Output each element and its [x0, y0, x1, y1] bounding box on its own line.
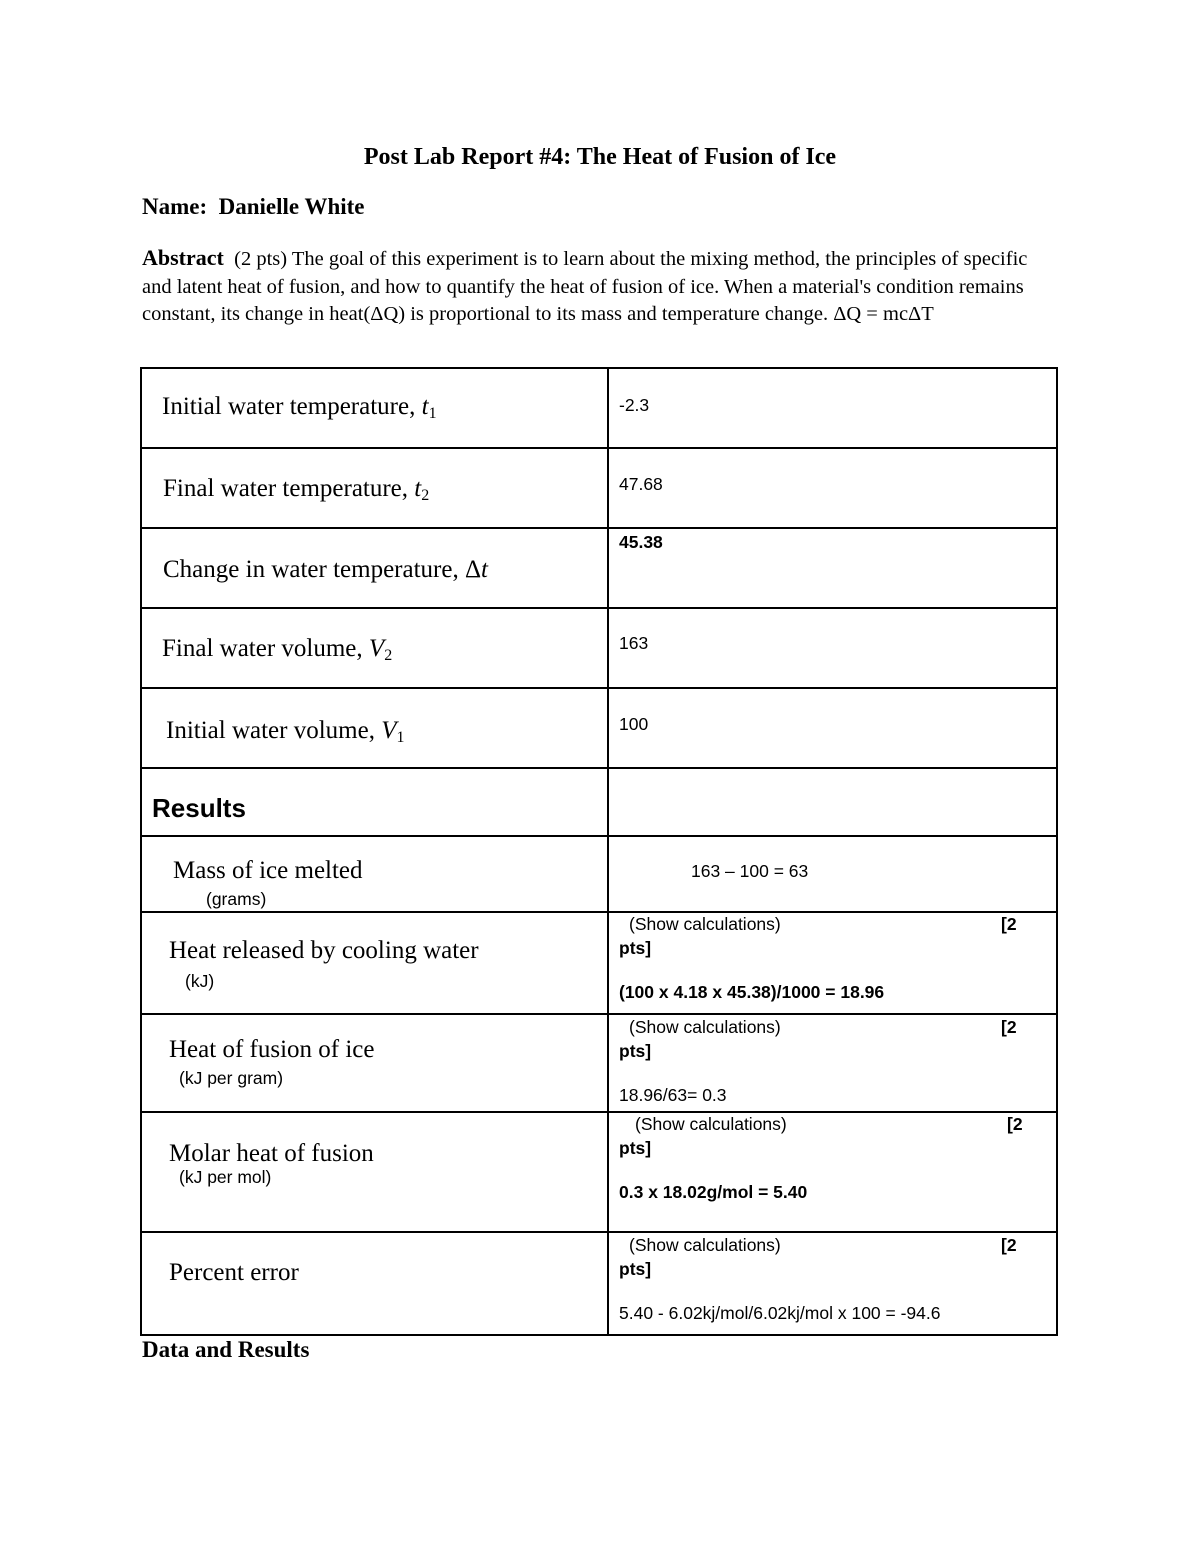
- points-note: pts]: [619, 938, 652, 958]
- student-name-line: [142, 194, 365, 220]
- label-cell: [141, 368, 608, 448]
- molar-heat-unit: (kJ per mol): [179, 1167, 272, 1187]
- show-calculations-note: (Show calculations): [635, 1114, 787, 1134]
- table-row: [141, 1232, 1057, 1335]
- table-row: [141, 768, 1057, 836]
- molar-heat-label: Molar heat of fusion: [169, 1140, 374, 1167]
- value-cell: [608, 368, 1057, 448]
- value-cell: [608, 836, 1057, 912]
- table-row: [141, 688, 1057, 768]
- final-volume-value: 163: [619, 633, 649, 653]
- value-cell: [608, 768, 1057, 836]
- heat-released-unit: (kJ): [185, 971, 215, 991]
- table-row: [141, 608, 1057, 688]
- value-cell: [608, 912, 1057, 1014]
- label-cell: [141, 528, 608, 608]
- molar-heat-value: 0.3 x 18.02g/mol = 5.40: [619, 1182, 808, 1202]
- initial-temp-label: Initial water temperature, $t_1$: [162, 393, 437, 422]
- value-cell: [608, 448, 1057, 528]
- table-row: [141, 368, 1057, 448]
- abstract-section: [142, 244, 1062, 329]
- abstract-text: (2 pts) The goal of this experiment is to learn about the mixing method, the principles of specific and latent heat of fusion, and how to quantify the heat of fusion of ice. When a material's condition remains constant, its change in heat(ΔQ) is proportional to its mass and temperature change. ΔQ = mcΔT: [142, 248, 1028, 325]
- table-row: [141, 912, 1057, 1014]
- percent-error-label: Percent error: [169, 1259, 299, 1286]
- initial-temp-value: -2.3: [619, 395, 650, 415]
- label-cell: [141, 1112, 608, 1232]
- table-row: [141, 836, 1057, 912]
- student-name: Danielle White: [218, 194, 365, 219]
- points-note: [2: [1001, 1017, 1017, 1037]
- label-cell: [141, 688, 608, 768]
- results-heading: Results: [152, 793, 246, 823]
- table-row: [141, 528, 1057, 608]
- initial-volume-value: 100: [619, 714, 649, 734]
- page-title: Post Lab Report #4: The Heat of Fusion of Ice: [363, 144, 837, 170]
- points-note: [2: [1001, 914, 1017, 934]
- change-temp-label: Change in water temperature, Δt: [163, 556, 488, 583]
- mass-ice-value: 163 – 100 = 63: [691, 861, 809, 881]
- points-note: [2: [1007, 1114, 1023, 1134]
- table-row: [141, 1112, 1057, 1232]
- heat-fusion-label: Heat of fusion of ice: [169, 1036, 375, 1063]
- abstract-heading: Abstract: [142, 245, 224, 270]
- value-cell: [608, 688, 1057, 768]
- percent-error-value: 5.40 - 6.02kj/mol/6.02kj/mol x 100 = -94.6: [619, 1303, 941, 1323]
- table-row: [141, 448, 1057, 528]
- points-note: pts]: [619, 1259, 652, 1279]
- heat-fusion-value: 18.96/63= 0.3: [619, 1085, 727, 1105]
- label-cell: [141, 912, 608, 1014]
- show-calculations-note: (Show calculations): [629, 1017, 781, 1037]
- label-cell: [141, 448, 608, 528]
- value-cell: [608, 528, 1057, 608]
- value-cell: [608, 1232, 1057, 1335]
- lab-data-table: [140, 367, 1058, 1336]
- final-volume-label: Final water volume, $V_2$: [162, 635, 393, 664]
- mass-ice-unit: (grams): [206, 889, 267, 909]
- initial-volume-label: Initial water volume, $V_1$: [166, 717, 405, 746]
- label-cell: [141, 1014, 608, 1112]
- final-temp-label: Final water temperature, $t_2$: [163, 475, 430, 504]
- value-cell: [608, 608, 1057, 688]
- label-cell: [141, 1232, 608, 1335]
- label-cell: [141, 836, 608, 912]
- show-calculations-note: (Show calculations): [629, 1235, 781, 1255]
- show-calculations-note: (Show calculations): [629, 914, 781, 934]
- points-note: pts]: [619, 1041, 652, 1061]
- points-note: [2: [1001, 1235, 1017, 1255]
- change-temp-value: 45.38: [619, 532, 663, 552]
- label-cell: [141, 768, 608, 836]
- value-cell: [608, 1014, 1057, 1112]
- points-note: pts]: [619, 1138, 652, 1158]
- heat-released-label: Heat released by cooling water: [169, 937, 479, 964]
- table-row: [141, 1014, 1057, 1112]
- heat-released-value: (100 x 4.18 x 45.38)/1000 = 18.96: [619, 982, 885, 1002]
- mass-ice-label: Mass of ice melted: [173, 857, 363, 884]
- label-cell: [141, 608, 608, 688]
- value-cell: [608, 1112, 1057, 1232]
- data-and-results-heading: Data and Results: [142, 1337, 310, 1362]
- final-temp-value: 47.68: [619, 474, 663, 494]
- name-label: Name:: [142, 194, 208, 219]
- heat-fusion-unit: (kJ per gram): [179, 1068, 284, 1088]
